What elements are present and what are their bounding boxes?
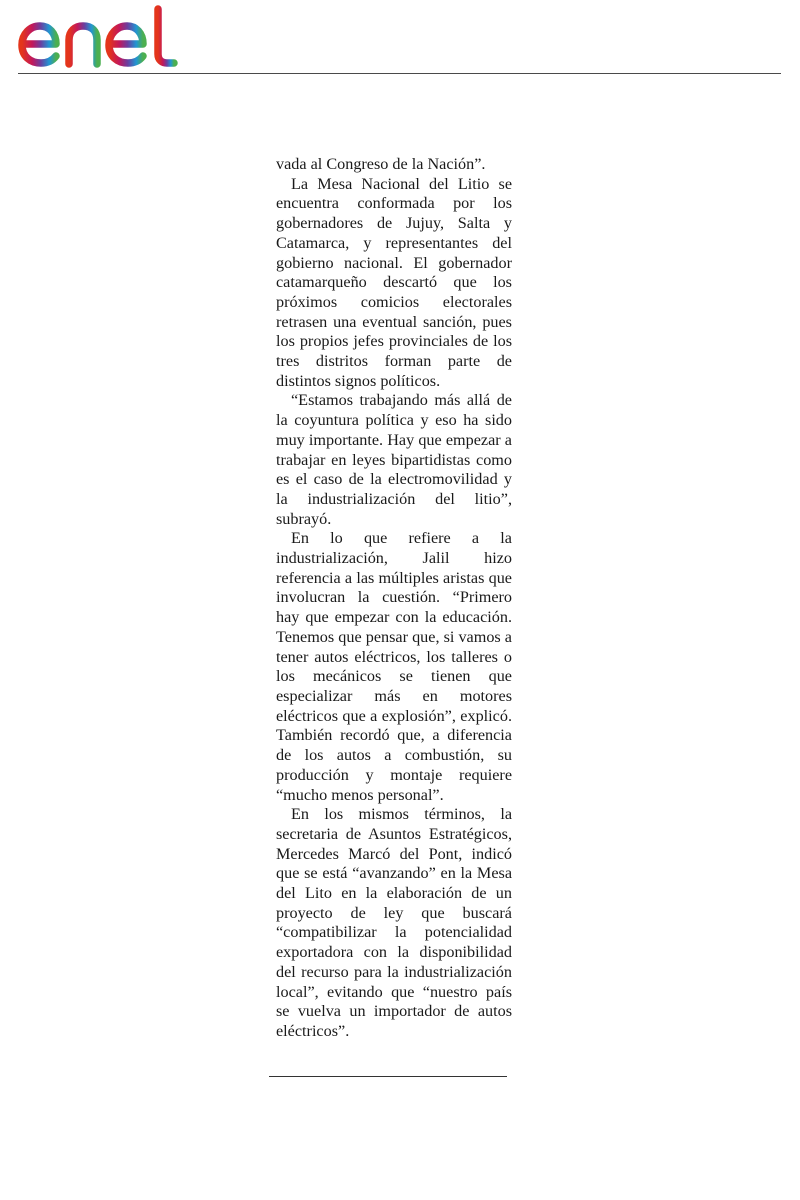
article-end-divider [269,1076,507,1077]
article-paragraph: En los mismos términos, la secretaria de Asuntos Estratégicos, Mercedes Marcó del Pont, indicó que se está “avanzando” en la Mesa del Lito en la elaboración de un proyecto de ley que buscará “compatibilizar la potencialidad exportadora con la disponibilidad del recurso para la industrialización local”, evitando que “nuestro país se vuelva un importador de autos eléctricos”. [276,805,512,1040]
enel-logo [14,4,184,68]
article-paragraph: En lo que refiere a la industrialización, Jalil hizo referencia a las múltiples aristas que involucran la cuestión. “Primero hay que empezar con la educación. Tenemos que pensar que, si vamos a tener autos eléctricos, los talleres o los mecánicos se tienen que especializar más en motores eléctricos que a explosión”, explicó. También recordó que, a diferencia de los autos a combustión, su producción y montaje requiere “mucho menos personal”. [276,529,512,804]
header-divider [18,73,781,74]
article-paragraph: La Mesa Nacional del Litio se encuentra conformada por los gobernadores de Jujuy, Salta y Catamarca, y representantes del gobierno nacional. El gobernador catamarqueño descartó que los próximos comicios electorales retrasen una eventual sanción, pues los propios jefes provinciales de los tres distritos forman parte de distintos signos políticos. [276,174,512,390]
article-body [276,155,512,1042]
article-paragraph: “Estamos trabajando más allá de la coyuntura política y eso ha sido muy importante. Hay que empezar a trabajar en leyes bipartidistas como es el caso de la electromovilidad y la industrialización del litio”, subrayó. [276,391,512,528]
article-paragraph: vada al Congreso de la Nación”. [276,155,486,173]
